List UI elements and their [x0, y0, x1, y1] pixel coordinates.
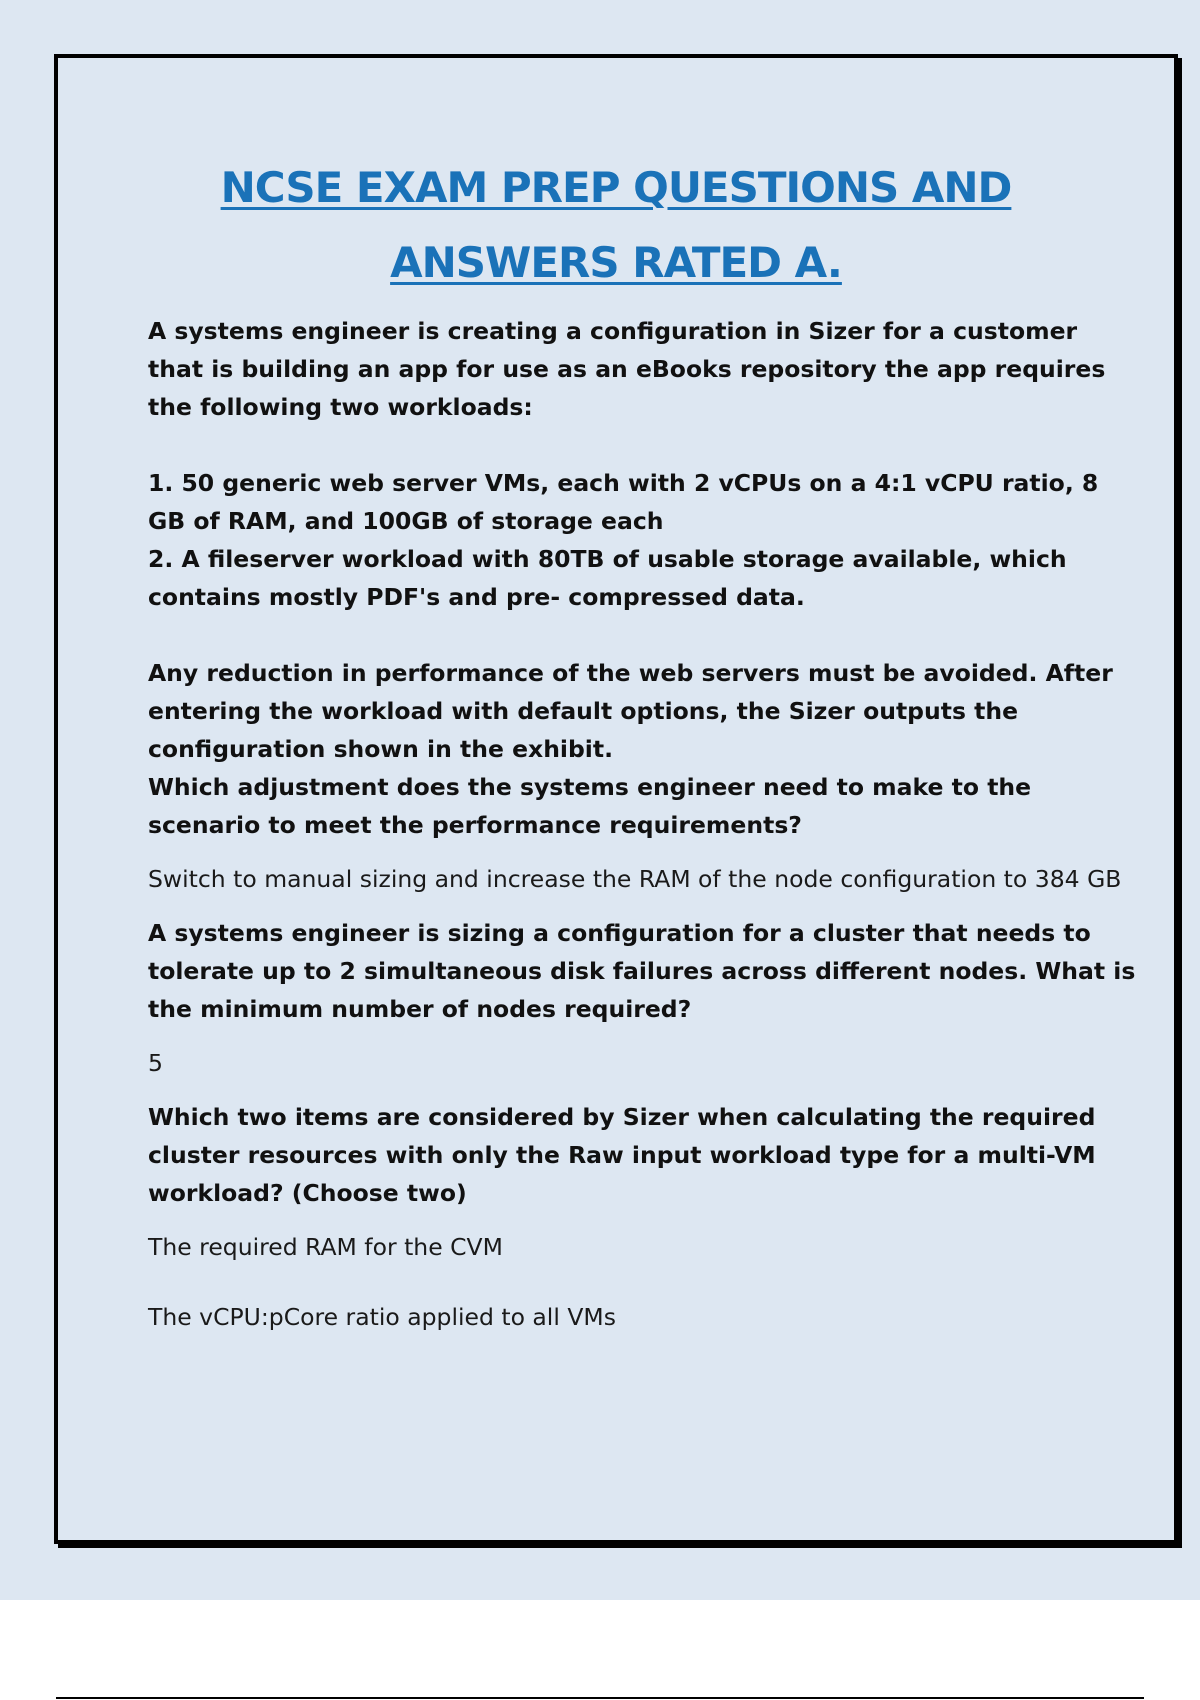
- question-3: Which two items are considered by Sizer when calculating the required cluster resources with only the Raw input workload type for a multi-VM workload? (Choose two): [148, 1103, 1096, 1207]
- question-1-item-1: 1. 50 generic web server VMs, each with 2 vCPUs on a 4:1 vCPU ratio, 8 GB of RAM, and 100GB of storage each: [148, 469, 1099, 535]
- title-line-1: NCSE EXAM PREP QUESTIONS AND: [220, 163, 1012, 212]
- document-frame: [54, 54, 1178, 1544]
- question-2: A systems engineer is sizing a configuration for a cluster that needs to tolerate up to 2 simultaneous disk failures across different nodes. What is the minimum number of nodes required?: [148, 919, 1136, 1023]
- question-1-paragraph-2: Which adjustment does the systems engineer need to make to the scenario to meet the performance requirements?: [148, 773, 1032, 839]
- question-1-intro: A systems engineer is creating a configuration in Sizer for a customer that is building an app for use as an eBooks repository the app requires the following two workloads:: [148, 317, 1106, 421]
- answer-2: 5: [148, 1049, 163, 1077]
- footer-divider: [56, 1697, 1144, 1699]
- answer-3-item-1: The required RAM for the CVM: [148, 1233, 503, 1261]
- page-title: [58, 150, 1174, 300]
- question-1-paragraph-1: Any reduction in performance of the web servers must be avoided. After entering the workload with default options, the Sizer outputs the configuration shown in the exhibit.: [148, 659, 1113, 763]
- title-line-2: ANSWERS RATED A.: [390, 238, 842, 287]
- answer-3-item-2: The vCPU:pCore ratio applied to all VMs: [148, 1303, 616, 1331]
- document-body: [148, 312, 1138, 1336]
- question-1-item-2: 2. A fileserver workload with 80TB of usable storage available, which contains mostly PDF's and pre- compressed data.: [148, 545, 1067, 611]
- answer-1: Switch to manual sizing and increase the RAM of the node configuration to 384 GB: [148, 865, 1122, 893]
